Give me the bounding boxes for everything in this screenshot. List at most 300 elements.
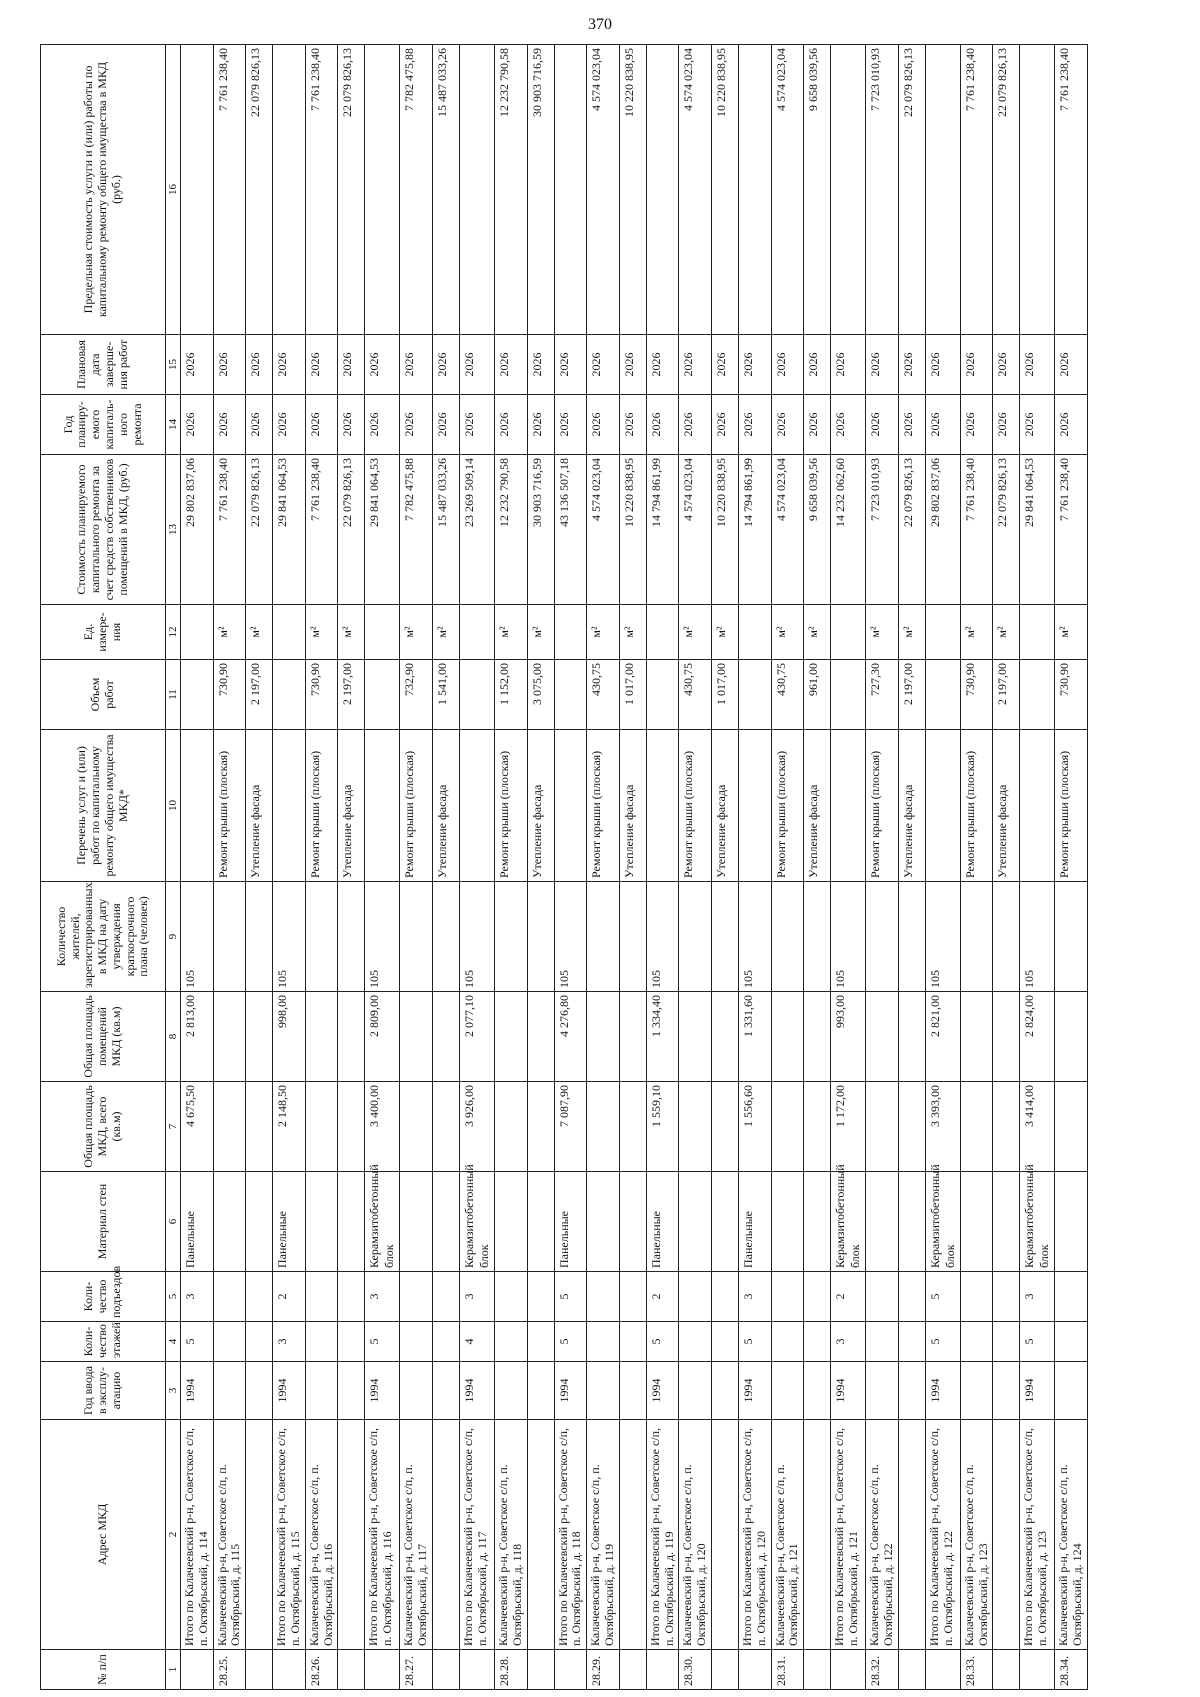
row-number (273, 1650, 306, 1690)
floors: 5 (365, 1322, 400, 1362)
end-year: 2026 (273, 335, 306, 395)
commission-year: 1994 (181, 1362, 214, 1420)
header-row (41, 45, 166, 1690)
address: Итого по Калачеевский р-н, Советское с/п, п. Октябрьский, д. 115 (273, 1420, 306, 1650)
residents (400, 882, 433, 992)
table-row (619, 45, 646, 1690)
row-number (432, 1650, 459, 1690)
rooms-area: 2 824,00 (1020, 992, 1055, 1082)
residents: 105 (459, 882, 494, 992)
floors (711, 1322, 738, 1362)
residents: 105 (1020, 882, 1055, 992)
floors (960, 1322, 993, 1362)
unit (831, 605, 866, 660)
end-year: 2026 (432, 335, 459, 395)
rooms-area (898, 992, 925, 1082)
plan-year: 2026 (711, 395, 738, 455)
table-row (993, 45, 1020, 1690)
floors (1055, 1322, 1088, 1362)
total-area (494, 1082, 527, 1172)
work-type: Утепление фасада (711, 730, 738, 882)
total-area: 4 675,50 (181, 1082, 214, 1172)
limit-cost: 7 723 010,93 (866, 45, 899, 335)
wall-material (771, 1172, 804, 1272)
table-row (866, 45, 899, 1690)
commission-year (432, 1362, 459, 1420)
floors: 5 (925, 1322, 960, 1362)
plan-year: 2026 (527, 395, 554, 455)
planned-cost: 10 220 838,95 (619, 455, 646, 605)
address (711, 1420, 738, 1650)
work-type: Ремонт крыши (плоская) (866, 730, 899, 882)
residents (679, 882, 712, 992)
work-volume: 730,90 (305, 660, 338, 730)
limit-cost: 10 220 838,95 (711, 45, 738, 335)
column-header: Общая площадь МКД, всего (кв.м) (41, 1082, 166, 1172)
floors (619, 1322, 646, 1362)
work-type: Ремонт крыши (плоская) (213, 730, 246, 882)
column-header: Объем работ (41, 660, 166, 730)
commission-year (960, 1362, 993, 1420)
commission-year: 1994 (738, 1362, 771, 1420)
residents (305, 882, 338, 992)
entrances (305, 1272, 338, 1322)
column-header: Стоимость планируемого капитального ремонта за счет средств собственников помещений в МКД, (руб.) (41, 455, 166, 605)
floors (338, 1322, 365, 1362)
floors (400, 1322, 433, 1362)
floors (866, 1322, 899, 1362)
table-total-row (181, 45, 214, 1690)
end-year: 2026 (246, 335, 273, 395)
address: Итого по Калачеевский р-н, Советское с/п, п. Октябрьский, д. 117 (459, 1420, 494, 1650)
row-number (993, 1650, 1020, 1690)
work-volume: 2 197,00 (338, 660, 365, 730)
table-total-row (1020, 45, 1055, 1690)
work-volume: 1 017,00 (619, 660, 646, 730)
plan-year: 2026 (866, 395, 899, 455)
rooms-area (527, 992, 554, 1082)
entrances: 2 (273, 1272, 306, 1322)
work-volume: 730,90 (1055, 660, 1088, 730)
commission-year (679, 1362, 712, 1420)
floors (771, 1322, 804, 1362)
floors (587, 1322, 620, 1362)
residents (494, 882, 527, 992)
end-year: 2026 (587, 335, 620, 395)
commission-year (494, 1362, 527, 1420)
total-area: 3 926,00 (459, 1082, 494, 1172)
residents (1055, 882, 1088, 992)
work-type (554, 730, 587, 882)
commission-year: 1994 (459, 1362, 494, 1420)
residents: 105 (738, 882, 771, 992)
column-number: 9 (166, 882, 181, 992)
plan-year: 2026 (338, 395, 365, 455)
end-year: 2026 (527, 335, 554, 395)
total-area: 3 414,00 (1020, 1082, 1055, 1172)
unit: м² (400, 605, 433, 660)
work-type: Ремонт крыши (плоская) (400, 730, 433, 882)
rooms-area: 998,00 (273, 992, 306, 1082)
rooms-area: 993,00 (831, 992, 866, 1082)
total-area (527, 1082, 554, 1172)
residents (527, 882, 554, 992)
column-number: 7 (166, 1082, 181, 1172)
work-volume (738, 660, 771, 730)
total-area (305, 1082, 338, 1172)
column-header: Адрес МКД (41, 1420, 166, 1650)
address: Калачеевский р-н, Советское с/п, п. Октябрьский, д. 117 (400, 1420, 433, 1650)
floors: 5 (646, 1322, 679, 1362)
row-number: 28.31. (771, 1650, 804, 1690)
total-area (338, 1082, 365, 1172)
rooms-area (960, 992, 993, 1082)
floors (679, 1322, 712, 1362)
rooms-area (711, 992, 738, 1082)
floors (305, 1322, 338, 1362)
unit: м² (866, 605, 899, 660)
column-header: Количество жителей, зарегистрированных в МКД на дату утверждения краткосрочного плана (человек) (41, 882, 166, 992)
end-year: 2026 (305, 335, 338, 395)
table-row (338, 45, 365, 1690)
residents: 105 (646, 882, 679, 992)
floors: 5 (554, 1322, 587, 1362)
row-number: 28.34. (1055, 1650, 1088, 1690)
plan-year: 2026 (619, 395, 646, 455)
end-year: 2026 (771, 335, 804, 395)
floors (213, 1322, 246, 1362)
row-number (1020, 1650, 1055, 1690)
row-number (619, 1650, 646, 1690)
total-area (400, 1082, 433, 1172)
unit (273, 605, 306, 660)
work-type (365, 730, 400, 882)
plan-year: 2026 (305, 395, 338, 455)
row-number (646, 1650, 679, 1690)
rooms-area: 2 077,10 (459, 992, 494, 1082)
end-year: 2026 (619, 335, 646, 395)
total-area: 1 172,00 (831, 1082, 866, 1172)
work-volume (646, 660, 679, 730)
rooms-area (866, 992, 899, 1082)
work-volume: 1 541,00 (432, 660, 459, 730)
address: Итого по Калачеевский р-н, Советское с/п, п. Октябрьский, д. 118 (554, 1420, 587, 1650)
commission-year (400, 1362, 433, 1420)
limit-cost: 22 079 826,13 (993, 45, 1020, 335)
residents: 105 (181, 882, 214, 992)
wall-material: Керамзитобетонный блок (1020, 1172, 1055, 1272)
unit (925, 605, 960, 660)
planned-cost: 29 802 837,06 (925, 455, 960, 605)
column-header: Предельная стоимость услуги и (или) работы по капитальному ремонту общего имущества в МКД (руб.) (41, 45, 166, 335)
wall-material: Панельные (273, 1172, 306, 1272)
row-number (711, 1650, 738, 1690)
floors: 3 (273, 1322, 306, 1362)
unit: м² (305, 605, 338, 660)
floors (494, 1322, 527, 1362)
unit: м² (679, 605, 712, 660)
limit-cost (459, 45, 494, 335)
plan-year: 2026 (213, 395, 246, 455)
total-area (432, 1082, 459, 1172)
wall-material (587, 1172, 620, 1272)
work-volume: 730,90 (960, 660, 993, 730)
floors (246, 1322, 273, 1362)
planned-cost: 22 079 826,13 (338, 455, 365, 605)
unit (365, 605, 400, 660)
residents (804, 882, 831, 992)
row-number (925, 1650, 960, 1690)
residents (866, 882, 899, 992)
work-type (646, 730, 679, 882)
residents (338, 882, 365, 992)
rooms-area (771, 992, 804, 1082)
planned-cost: 7 761 238,40 (213, 455, 246, 605)
end-year: 2026 (993, 335, 1020, 395)
unit: м² (338, 605, 365, 660)
entrances (804, 1272, 831, 1322)
end-year: 2026 (181, 335, 214, 395)
wall-material (898, 1172, 925, 1272)
commission-year (1055, 1362, 1088, 1420)
residents (432, 882, 459, 992)
address (898, 1420, 925, 1650)
rooms-area: 4 276,80 (554, 992, 587, 1082)
table-total-row (459, 45, 494, 1690)
work-volume: 727,30 (866, 660, 899, 730)
total-area (679, 1082, 712, 1172)
table-row (679, 45, 712, 1690)
planned-cost: 7 761 238,40 (1055, 455, 1088, 605)
planned-cost: 14 794 861,99 (738, 455, 771, 605)
planned-cost: 10 220 838,95 (711, 455, 738, 605)
total-area: 2 148,50 (273, 1082, 306, 1172)
work-type: Ремонт крыши (плоская) (305, 730, 338, 882)
repair-plan-table (40, 44, 1088, 1690)
work-volume (365, 660, 400, 730)
residents (246, 882, 273, 992)
wall-material: Керамзитобетонный блок (459, 1172, 494, 1272)
entrances (246, 1272, 273, 1322)
planned-cost: 14 794 861,99 (646, 455, 679, 605)
total-area (866, 1082, 899, 1172)
work-volume: 3 075,00 (527, 660, 554, 730)
commission-year (866, 1362, 899, 1420)
rooms-area (804, 992, 831, 1082)
column-header: Год планиру-емого капиталь-ного ремонта (41, 395, 166, 455)
commission-year: 1994 (273, 1362, 306, 1420)
wall-material (338, 1172, 365, 1272)
plan-year: 2026 (771, 395, 804, 455)
planned-cost: 4 574 023,04 (587, 455, 620, 605)
end-year: 2026 (1020, 335, 1055, 395)
total-area: 7 087,90 (554, 1082, 587, 1172)
commission-year (213, 1362, 246, 1420)
unit (554, 605, 587, 660)
commission-year: 1994 (646, 1362, 679, 1420)
end-year: 2026 (1055, 335, 1088, 395)
end-year: 2026 (494, 335, 527, 395)
address: Итого по Калачеевский р-н, Советское с/п, п. Октябрьский, д. 116 (365, 1420, 400, 1650)
column-number: 6 (166, 1172, 181, 1272)
planned-cost: 22 079 826,13 (246, 455, 273, 605)
residents (711, 882, 738, 992)
total-area: 1 559,10 (646, 1082, 679, 1172)
limit-cost (181, 45, 214, 335)
row-number: 28.29. (587, 1650, 620, 1690)
table-row (711, 45, 738, 1690)
total-area (1055, 1082, 1088, 1172)
unit: м² (213, 605, 246, 660)
column-number: 5 (166, 1272, 181, 1322)
address: Калачеевский р-н, Советское с/п, п. Октябрьский, д. 115 (213, 1420, 246, 1650)
column-header: Ед. измере-ния (41, 605, 166, 660)
work-volume: 430,75 (679, 660, 712, 730)
table-row (527, 45, 554, 1690)
plan-year: 2026 (993, 395, 1020, 455)
planned-cost: 7 761 238,40 (305, 455, 338, 605)
end-year: 2026 (646, 335, 679, 395)
entrances (400, 1272, 433, 1322)
work-volume (925, 660, 960, 730)
planned-cost: 23 269 509,14 (459, 455, 494, 605)
plan-year: 2026 (804, 395, 831, 455)
row-number (459, 1650, 494, 1690)
work-type: Ремонт крыши (плоская) (771, 730, 804, 882)
address (338, 1420, 365, 1650)
address: Калачеевский р-н, Советское с/п, п. Октябрьский, д. 124 (1055, 1420, 1088, 1650)
commission-year (305, 1362, 338, 1420)
table-row (494, 45, 527, 1690)
wall-material (866, 1172, 899, 1272)
rooms-area (213, 992, 246, 1082)
end-year: 2026 (338, 335, 365, 395)
end-year: 2026 (365, 335, 400, 395)
limit-cost (273, 45, 306, 335)
address: Итого по Калачеевский р-н, Советское с/п, п. Октябрьский, д. 122 (925, 1420, 960, 1650)
entrances: 2 (831, 1272, 866, 1322)
planned-cost: 29 841 064,53 (365, 455, 400, 605)
plan-year: 2026 (587, 395, 620, 455)
work-volume (273, 660, 306, 730)
limit-cost (554, 45, 587, 335)
residents (898, 882, 925, 992)
entrances: 3 (459, 1272, 494, 1322)
address: Итого по Калачеевский р-н, Советское с/п, п. Октябрьский, д. 119 (646, 1420, 679, 1650)
limit-cost (831, 45, 866, 335)
total-area: 1 556,60 (738, 1082, 771, 1172)
rooms-area: 1 334,40 (646, 992, 679, 1082)
address: Итого по Калачеевский р-н, Советское с/п, п. Октябрьский, д. 120 (738, 1420, 771, 1650)
rooms-area (305, 992, 338, 1082)
unit: м² (804, 605, 831, 660)
plan-year: 2026 (400, 395, 433, 455)
table-row (960, 45, 993, 1690)
work-type: Утепление фасада (898, 730, 925, 882)
unit: м² (771, 605, 804, 660)
end-year: 2026 (459, 335, 494, 395)
residents (213, 882, 246, 992)
work-type: Утепление фасада (338, 730, 365, 882)
column-header: Коли-чество подъездов (41, 1272, 166, 1322)
unit: м² (432, 605, 459, 660)
work-type: Ремонт крыши (плоская) (679, 730, 712, 882)
residents (771, 882, 804, 992)
wall-material: Керамзитобетонный блок (365, 1172, 400, 1272)
plan-year: 2026 (1020, 395, 1055, 455)
row-number: 28.26. (305, 1650, 338, 1690)
address (804, 1420, 831, 1650)
entrances (993, 1272, 1020, 1322)
table-row (400, 45, 433, 1690)
table-body (181, 45, 1088, 1690)
row-number (898, 1650, 925, 1690)
work-type: Утепление фасада (619, 730, 646, 882)
limit-cost: 7 761 238,40 (960, 45, 993, 335)
planned-cost: 9 658 039,56 (804, 455, 831, 605)
wall-material (494, 1172, 527, 1272)
end-year: 2026 (400, 335, 433, 395)
residents: 105 (554, 882, 587, 992)
entrances (338, 1272, 365, 1322)
rotated-table-container (40, 45, 1170, 1690)
work-volume: 961,00 (804, 660, 831, 730)
wall-material (619, 1172, 646, 1272)
limit-cost (646, 45, 679, 335)
wall-material (804, 1172, 831, 1272)
column-header: Плановая дата заверше-ния работ (41, 335, 166, 395)
work-volume: 2 197,00 (993, 660, 1020, 730)
planned-cost: 15 487 033,26 (432, 455, 459, 605)
wall-material (711, 1172, 738, 1272)
entrances (898, 1272, 925, 1322)
entrances (213, 1272, 246, 1322)
wall-material: Панельные (181, 1172, 214, 1272)
entrances: 5 (925, 1272, 960, 1322)
residents: 105 (925, 882, 960, 992)
table-total-row (831, 45, 866, 1690)
address: Калачеевский р-н, Советское с/п, п. Октябрьский, д. 120 (679, 1420, 712, 1650)
unit (1020, 605, 1055, 660)
end-year: 2026 (738, 335, 771, 395)
work-volume: 732,90 (400, 660, 433, 730)
limit-cost: 22 079 826,13 (338, 45, 365, 335)
column-header: Год ввода в эксплу-атацию (41, 1362, 166, 1420)
entrances (960, 1272, 993, 1322)
planned-cost: 14 232 062,60 (831, 455, 866, 605)
commission-year (993, 1362, 1020, 1420)
unit: м² (587, 605, 620, 660)
wall-material: Панельные (554, 1172, 587, 1272)
end-year: 2026 (925, 335, 960, 395)
commission-year: 1994 (831, 1362, 866, 1420)
unit: м² (619, 605, 646, 660)
table-row (587, 45, 620, 1690)
planned-cost: 7 723 010,93 (866, 455, 899, 605)
address: Итого по Калачеевский р-н, Советское с/п, п. Октябрьский, д. 114 (181, 1420, 214, 1650)
commission-year: 1994 (365, 1362, 400, 1420)
work-type (925, 730, 960, 882)
address: Калачеевский р-н, Советское с/п, п. Октябрьский, д. 116 (305, 1420, 338, 1650)
unit: м² (494, 605, 527, 660)
limit-cost (925, 45, 960, 335)
planned-cost: 29 802 837,06 (181, 455, 214, 605)
plan-year: 2026 (181, 395, 214, 455)
unit (646, 605, 679, 660)
table-row (305, 45, 338, 1690)
floors (898, 1322, 925, 1362)
total-area (213, 1082, 246, 1172)
